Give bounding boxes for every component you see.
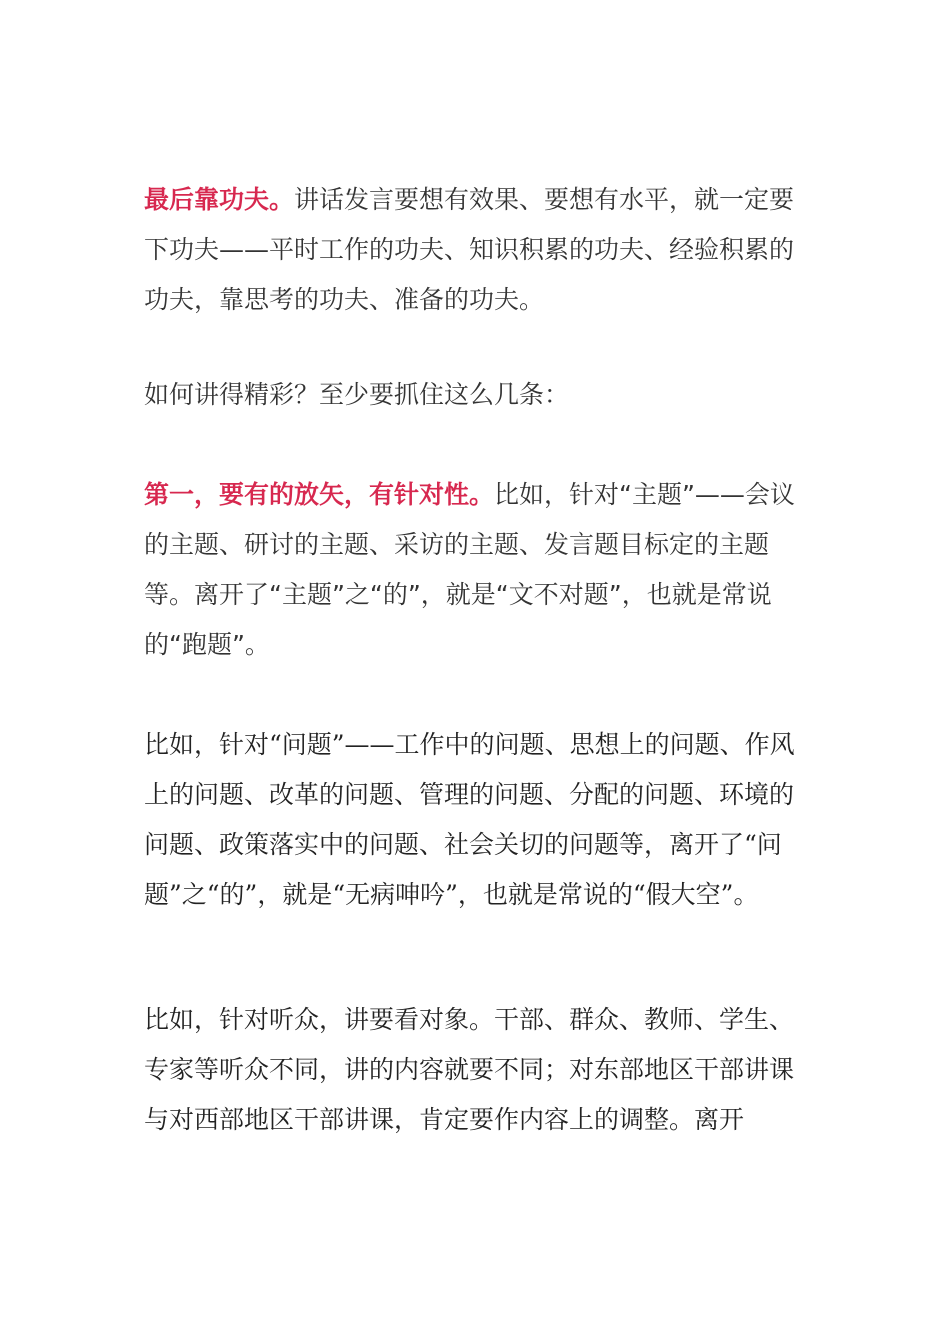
paragraph-question (144, 370, 814, 420)
paragraph-problems (144, 720, 814, 920)
highlight-heading: 最后靠功夫。 (144, 185, 295, 214)
paragraph-text: 讲话发言要想有效果、要想有水平，就一定要下功夫——平时工作的功夫、知识积累的功夫、经验积累的功夫，靠思考的功夫、准备的功夫。 (144, 185, 795, 314)
paragraph-audience (144, 995, 814, 1145)
paragraph-text: 比如，针对“主题”——会议的主题、研讨的主题、采访的主题、发言题目标定的主题等。离开了“主题”之“的”，就是“文不对题”，也就是常说的“跑题”。 (144, 480, 795, 659)
paragraph-text: 比如，针对听众，讲要看对象。干部、群众、教师、学生、专家等听众不同，讲的内容就要不同；对东部地区干部讲课与对西部地区干部讲课，肯定要作内容上的调整。离开 (144, 1005, 795, 1134)
paragraph-text: 如何讲得精彩？至少要抓住这么几条： (144, 380, 570, 409)
paragraph-point-one (144, 470, 814, 670)
paragraph-effort (144, 175, 814, 325)
paragraph-text: 比如，针对“问题”——工作中的问题、思想上的问题、作风上的问题、改革的问题、管理的问题、分配的问题、环境的问题、政策落实中的问题、社会关切的问题等，离开了“问题”之“的”，就是“无病呻吟”，也就是常说的“假大空”。 (144, 730, 795, 909)
highlight-heading: 第一，要有的放矢，有针对性。 (144, 480, 495, 509)
